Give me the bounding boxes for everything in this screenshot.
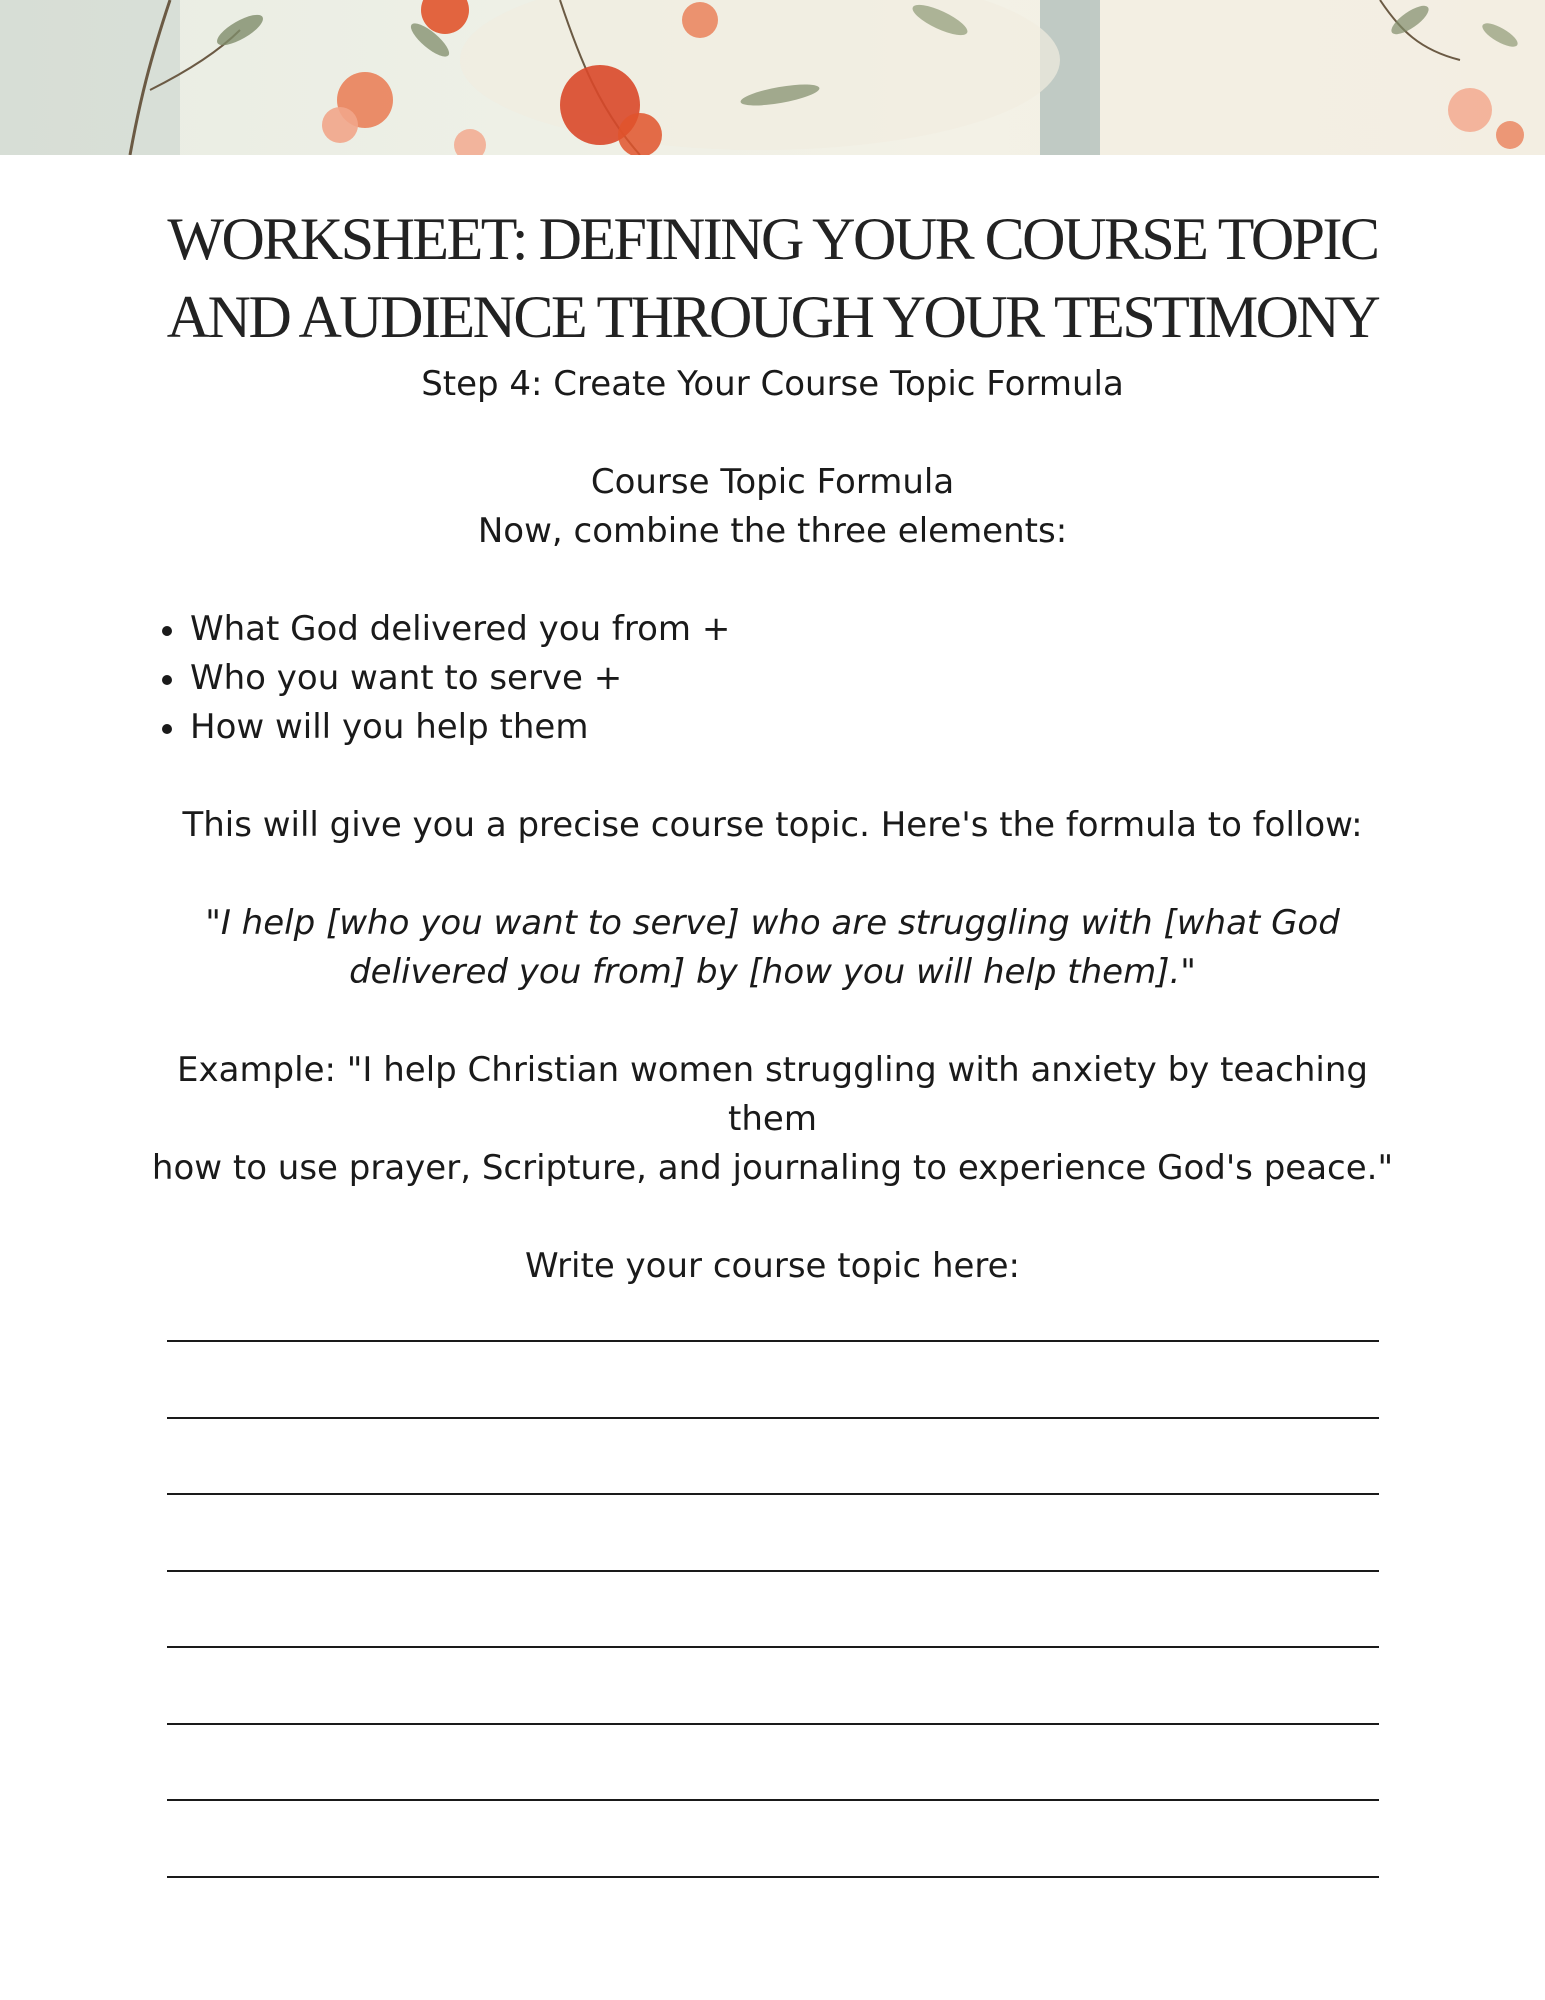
formula-line-1: "I help [who you want to serve] who are struggling with [what God xyxy=(205,903,1340,943)
title-line-1: WORKSHEET: DEFINING YOUR COURSE TOPIC xyxy=(167,206,1378,272)
elements-list xyxy=(140,605,1405,752)
writing-line[interactable] xyxy=(167,1570,1379,1572)
example-line-2: how to use prayer, Scripture, and journaling to experience God's peace." xyxy=(151,1148,1394,1188)
list-item-text: What God delivered you from + xyxy=(190,609,731,649)
floral-watercolor-illustration xyxy=(0,0,1545,155)
intro-text: Now, combine the three elements: xyxy=(477,511,1068,551)
lead-in-text: This will give you a precise course topic. Here's the formula to follow: xyxy=(182,805,1363,845)
worksheet-body xyxy=(140,360,1405,1291)
writing-line[interactable] xyxy=(167,1723,1379,1725)
write-prompt: Write your course topic here: xyxy=(524,1246,1021,1286)
bullet-icon xyxy=(162,675,172,685)
formula-heading: Course Topic Formula xyxy=(590,462,955,502)
writing-line[interactable] xyxy=(167,1876,1379,1878)
example-line-1: Example: "I help Christian women struggling with anxiety by teaching them xyxy=(177,1050,1368,1139)
list-item xyxy=(150,654,1405,703)
title-line-2: AND AUDIENCE THROUGH YOUR TESTIMONY xyxy=(166,284,1379,350)
list-item-text: Who you want to serve + xyxy=(190,658,623,698)
writing-line[interactable] xyxy=(167,1340,1379,1342)
list-item-text: How will you help them xyxy=(190,707,589,747)
bullet-icon xyxy=(162,724,172,734)
writing-area[interactable] xyxy=(167,1340,1379,1952)
example-text xyxy=(140,1046,1405,1193)
floral-banner xyxy=(0,0,1545,155)
formula-text xyxy=(200,899,1345,997)
writing-line[interactable] xyxy=(167,1799,1379,1801)
writing-line[interactable] xyxy=(167,1417,1379,1419)
step-heading: Step 4: Create Your Course Topic Formula xyxy=(421,364,1124,404)
writing-line[interactable] xyxy=(167,1493,1379,1495)
list-item xyxy=(150,605,1405,654)
formula-line-2: delivered you from] by [how you will help them]." xyxy=(349,952,1196,992)
bullet-icon xyxy=(162,626,172,636)
worksheet-title xyxy=(0,200,1545,356)
list-item xyxy=(150,703,1405,752)
writing-line[interactable] xyxy=(167,1646,1379,1648)
